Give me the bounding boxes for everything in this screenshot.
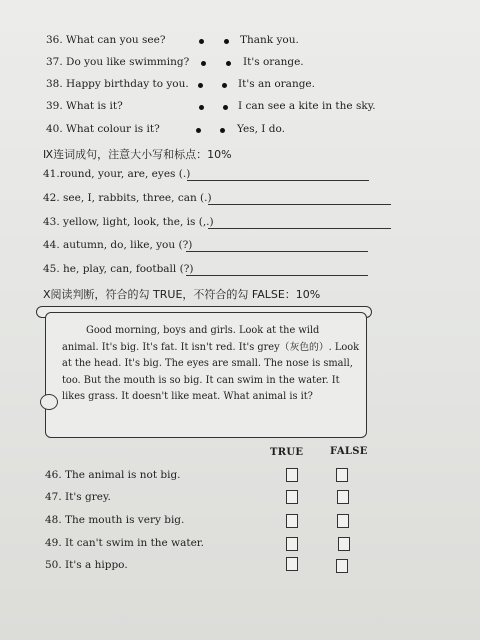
false-checkbox-48[interactable] xyxy=(337,514,349,528)
match-answer-a: Thank you. xyxy=(240,34,299,46)
answer-line-42[interactable] xyxy=(208,204,391,205)
passage-line-3: at the head. It's big. The eyes are small. The nose is small, xyxy=(62,358,353,369)
match-answer-b: It's orange. xyxy=(243,56,304,68)
false-checkbox-50[interactable] xyxy=(336,559,348,573)
match-dot-left-36[interactable] xyxy=(199,39,204,44)
statement-49: 49. It can't swim in the water. xyxy=(45,537,204,549)
match-dot-right-e[interactable] xyxy=(220,128,225,133)
sentence-item-45: 45. he, play, can, football (?) xyxy=(43,263,194,275)
passage-line-1: Good morning, boys and girls. Look at the wild xyxy=(86,325,320,336)
false-column-header: FALSE xyxy=(330,446,368,457)
match-answer-c: It's an orange. xyxy=(238,78,315,90)
answer-line-45[interactable] xyxy=(186,275,368,276)
true-checkbox-47[interactable] xyxy=(286,490,298,504)
false-checkbox-49[interactable] xyxy=(338,537,350,551)
match-question-38: 38. Happy birthday to you. xyxy=(46,78,189,90)
passage-line-2: animal. It's big. It's fat. It isn't red. It's grey（灰色的）. Look xyxy=(62,341,360,353)
statement-46: 46. The animal is not big. xyxy=(45,469,181,481)
false-checkbox-47[interactable] xyxy=(337,490,349,504)
answer-line-43[interactable] xyxy=(208,228,391,229)
sentence-item-42: 42. see, I, rabbits, three, can (.) xyxy=(43,192,212,204)
match-question-39: 39. What is it? xyxy=(46,100,123,112)
match-dot-left-40[interactable] xyxy=(196,128,201,133)
section-10-heading: Ⅹ阅读判断，符合的勾 TRUE，不符合的勾 FALSE：10% xyxy=(43,288,321,301)
match-dot-right-a[interactable] xyxy=(224,39,229,44)
false-checkbox-46[interactable] xyxy=(336,468,348,482)
match-dot-right-c[interactable] xyxy=(222,83,227,88)
sentence-item-41: 41.round, your, are, eyes (.) xyxy=(43,168,191,180)
true-checkbox-50[interactable] xyxy=(286,557,298,571)
section-9-heading: Ⅸ连词成句，注意大小写和标点：10% xyxy=(43,148,232,161)
passage-line-4: too. But the mouth is so big. It can swim in the water. It xyxy=(62,374,340,386)
statement-47: 47. It's grey. xyxy=(45,491,111,503)
answer-line-41[interactable] xyxy=(187,180,369,181)
true-checkbox-46[interactable] xyxy=(286,468,298,482)
match-answer-e: Yes, I do. xyxy=(237,123,285,135)
match-dot-left-39[interactable] xyxy=(199,105,204,110)
match-answer-d: I can see a kite in the sky. xyxy=(238,100,376,112)
statement-50: 50. It's a hippo. xyxy=(45,559,128,571)
passage-line-5: likes grass. It doesn't like meat. What animal is it? xyxy=(62,391,313,402)
match-dot-left-37[interactable] xyxy=(201,61,206,66)
match-dot-right-b[interactable] xyxy=(226,61,231,66)
match-question-37: 37. Do you like swimming? xyxy=(46,56,190,68)
sentence-item-43: 43. yellow, light, look, the, is (,.) xyxy=(43,216,214,228)
match-dot-left-38[interactable] xyxy=(198,83,203,88)
scroll-curl-decoration xyxy=(40,394,58,410)
reading-passage xyxy=(62,323,362,406)
true-checkbox-48[interactable] xyxy=(286,514,298,528)
true-checkbox-49[interactable] xyxy=(286,537,298,551)
match-question-40: 40. What colour is it? xyxy=(46,123,160,135)
match-question-36: 36. What can you see? xyxy=(46,34,166,46)
answer-line-44[interactable] xyxy=(186,251,368,252)
true-column-header: TRUE xyxy=(270,447,304,458)
sentence-item-44: 44. autumn, do, like, you (?) xyxy=(43,239,193,251)
match-dot-right-d[interactable] xyxy=(223,105,228,110)
statement-48: 48. The mouth is very big. xyxy=(45,514,185,526)
